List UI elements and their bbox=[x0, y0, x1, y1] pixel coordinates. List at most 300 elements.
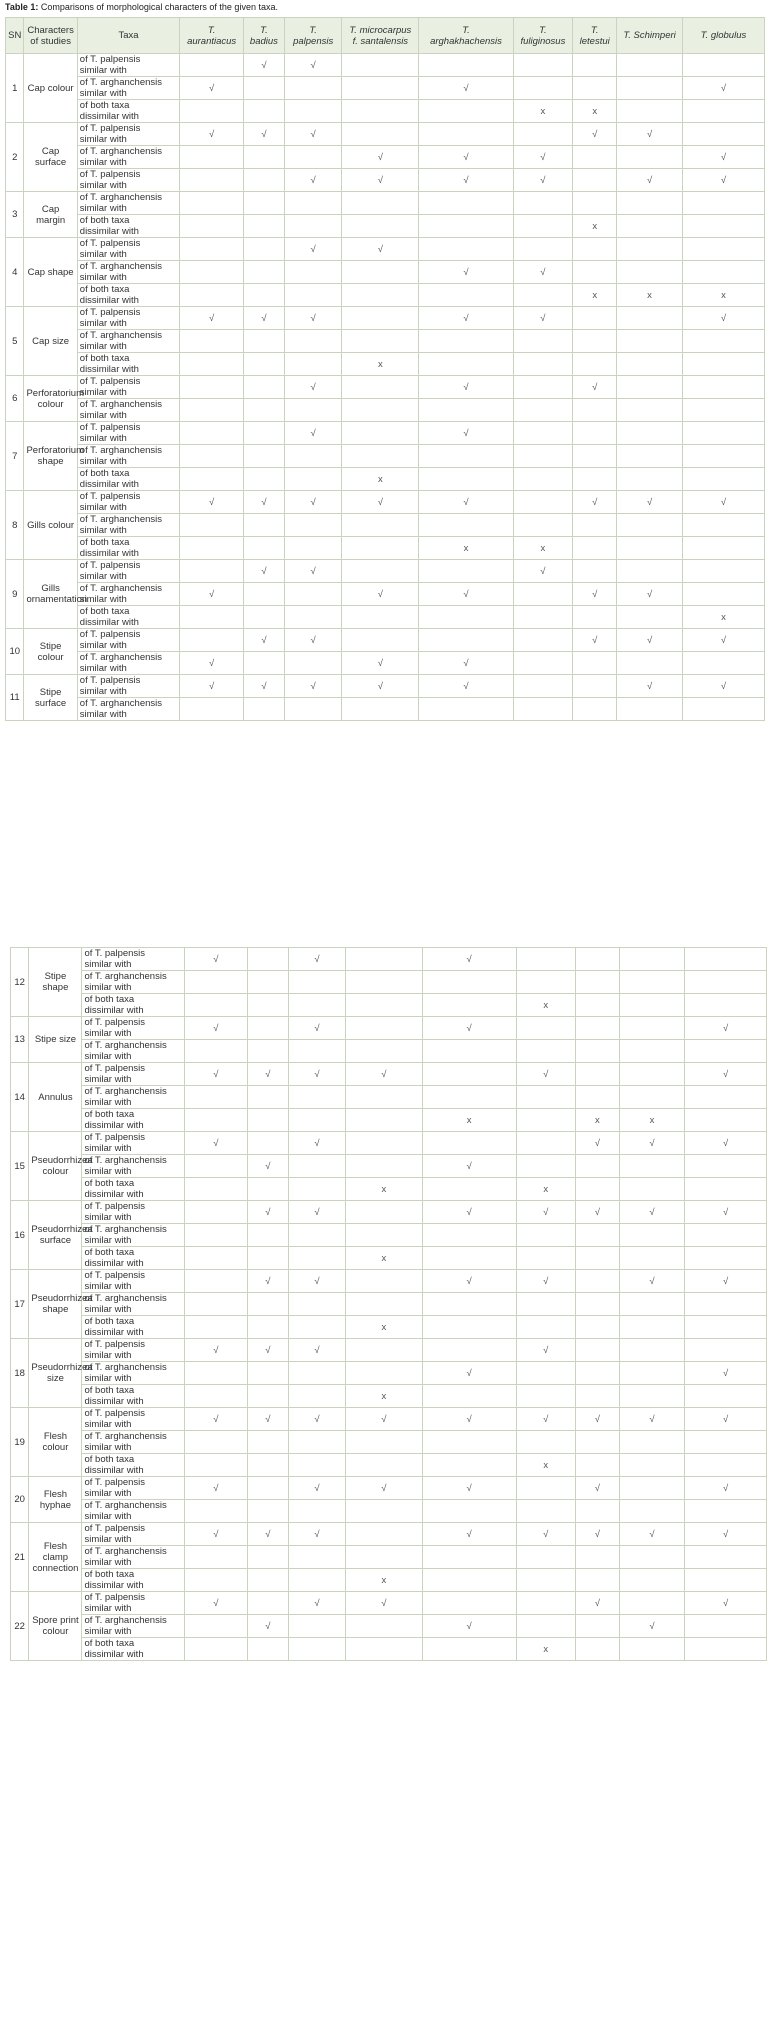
taxa-line: of T. palpensis bbox=[79, 123, 141, 134]
taxa-line: similar with bbox=[84, 1488, 132, 1499]
taxa-line: similar with bbox=[79, 456, 127, 467]
empty-cell bbox=[575, 1155, 619, 1178]
row-taxa bbox=[77, 307, 180, 330]
header-species bbox=[284, 18, 341, 54]
taxa-line: similar with bbox=[79, 663, 127, 674]
species-genus: T. bbox=[462, 24, 470, 36]
empty-cell bbox=[573, 330, 617, 353]
mark-dissimilar: x bbox=[573, 215, 617, 238]
mark-similar: √ bbox=[284, 307, 341, 330]
empty-cell bbox=[516, 1500, 575, 1523]
taxa-line: similar with bbox=[79, 640, 127, 651]
row-character: Stipe size bbox=[29, 1017, 82, 1063]
empty-cell bbox=[243, 146, 284, 169]
empty-cell bbox=[617, 652, 683, 675]
taxa-line: similar with bbox=[84, 1442, 132, 1453]
taxa-line: of T. palpensis bbox=[79, 491, 141, 502]
mark-similar: √ bbox=[617, 629, 683, 652]
empty-cell bbox=[685, 1224, 767, 1247]
empty-cell bbox=[682, 54, 764, 77]
taxa-line: of both taxa bbox=[79, 215, 130, 226]
empty-cell bbox=[685, 1638, 767, 1661]
row-sn: 16 bbox=[11, 1201, 29, 1270]
mark-dissimilar: x bbox=[342, 468, 419, 491]
taxa-line: of T. arghanchensis bbox=[79, 514, 162, 525]
empty-cell bbox=[685, 1454, 767, 1477]
row-character: Flesh clamp connection bbox=[29, 1523, 82, 1592]
species-genus: T. microcarpus bbox=[349, 24, 412, 36]
empty-cell bbox=[573, 77, 617, 100]
mark-similar: √ bbox=[513, 146, 572, 169]
table-row bbox=[6, 192, 765, 215]
taxa-line: of T. arghanchensis bbox=[84, 1362, 167, 1373]
empty-cell bbox=[682, 583, 764, 606]
taxa-line: of T. arghanchensis bbox=[84, 1500, 167, 1511]
taxa-line: dissimilar with bbox=[84, 1258, 144, 1269]
empty-cell bbox=[513, 514, 572, 537]
empty-cell bbox=[243, 514, 284, 537]
empty-cell bbox=[516, 1316, 575, 1339]
mark-dissimilar: x bbox=[682, 606, 764, 629]
header-species bbox=[682, 18, 764, 54]
empty-cell bbox=[342, 307, 419, 330]
table-row bbox=[11, 948, 767, 971]
empty-cell bbox=[419, 353, 513, 376]
empty-cell bbox=[619, 1316, 684, 1339]
empty-cell bbox=[346, 1201, 423, 1224]
empty-cell bbox=[573, 422, 617, 445]
empty-cell bbox=[516, 1592, 575, 1615]
table-row bbox=[11, 1224, 767, 1247]
mark-similar: √ bbox=[184, 1132, 247, 1155]
empty-cell bbox=[685, 994, 767, 1017]
empty-cell bbox=[342, 123, 419, 146]
empty-cell bbox=[284, 399, 341, 422]
taxa-line: similar with bbox=[84, 1051, 132, 1062]
row-taxa bbox=[82, 1385, 184, 1408]
empty-cell bbox=[284, 698, 341, 721]
empty-cell bbox=[422, 1224, 516, 1247]
row-taxa bbox=[82, 1109, 184, 1132]
empty-cell bbox=[419, 330, 513, 353]
header-species bbox=[243, 18, 284, 54]
mark-similar: √ bbox=[573, 491, 617, 514]
empty-cell bbox=[575, 1385, 619, 1408]
empty-cell bbox=[682, 652, 764, 675]
row-taxa bbox=[77, 123, 180, 146]
empty-cell bbox=[180, 261, 244, 284]
mark-similar: √ bbox=[247, 1523, 288, 1546]
empty-cell bbox=[342, 698, 419, 721]
empty-cell bbox=[288, 1247, 345, 1270]
taxa-line: of T. arghanchensis bbox=[79, 192, 162, 203]
mark-similar: √ bbox=[288, 1132, 345, 1155]
mark-similar: √ bbox=[422, 948, 516, 971]
empty-cell bbox=[513, 583, 572, 606]
table-row bbox=[11, 1293, 767, 1316]
empty-cell bbox=[284, 330, 341, 353]
table-header bbox=[6, 18, 765, 54]
mark-similar: √ bbox=[180, 77, 244, 100]
taxa-line: similar with bbox=[84, 1534, 132, 1545]
empty-cell bbox=[184, 1086, 247, 1109]
mark-similar: √ bbox=[617, 169, 683, 192]
row-taxa bbox=[82, 1339, 184, 1362]
table-row bbox=[6, 307, 765, 330]
row-taxa bbox=[77, 54, 180, 77]
empty-cell bbox=[243, 353, 284, 376]
empty-cell bbox=[243, 445, 284, 468]
table-row bbox=[11, 1155, 767, 1178]
table-row bbox=[11, 1339, 767, 1362]
empty-cell bbox=[243, 422, 284, 445]
mark-similar: √ bbox=[422, 1408, 516, 1431]
row-taxa bbox=[82, 1454, 184, 1477]
mark-similar: √ bbox=[342, 491, 419, 514]
empty-cell bbox=[243, 100, 284, 123]
empty-cell bbox=[617, 698, 683, 721]
mark-similar: √ bbox=[284, 123, 341, 146]
empty-cell bbox=[685, 1247, 767, 1270]
comparison-table-part-2 bbox=[10, 947, 767, 1661]
empty-cell bbox=[184, 1247, 247, 1270]
empty-cell bbox=[573, 353, 617, 376]
empty-cell bbox=[575, 1040, 619, 1063]
row-character: Cap size bbox=[24, 307, 77, 376]
empty-cell bbox=[575, 971, 619, 994]
empty-cell bbox=[617, 261, 683, 284]
table-row bbox=[6, 123, 765, 146]
empty-cell bbox=[575, 1339, 619, 1362]
taxa-line: dissimilar with bbox=[84, 1005, 144, 1016]
row-taxa bbox=[77, 77, 180, 100]
empty-cell bbox=[284, 445, 341, 468]
empty-cell bbox=[284, 100, 341, 123]
empty-cell bbox=[247, 1385, 288, 1408]
mark-similar: √ bbox=[419, 583, 513, 606]
empty-cell bbox=[685, 1109, 767, 1132]
empty-cell bbox=[346, 1454, 423, 1477]
row-taxa bbox=[77, 468, 180, 491]
empty-cell bbox=[342, 606, 419, 629]
empty-cell bbox=[180, 560, 244, 583]
row-character: Cap surface bbox=[24, 123, 77, 192]
empty-cell bbox=[682, 353, 764, 376]
mark-similar: √ bbox=[422, 1201, 516, 1224]
table-row bbox=[11, 994, 767, 1017]
empty-cell bbox=[573, 146, 617, 169]
row-character: Perforatorium shape bbox=[24, 422, 77, 491]
table-row bbox=[11, 1109, 767, 1132]
table-row bbox=[11, 1178, 767, 1201]
row-sn: 2 bbox=[6, 123, 24, 192]
mark-similar: √ bbox=[342, 675, 419, 698]
taxa-line: of T. arghanchensis bbox=[84, 1293, 167, 1304]
taxa-line: dissimilar with bbox=[79, 479, 139, 490]
row-character: Cap shape bbox=[24, 238, 77, 307]
row-character: Annulus bbox=[29, 1063, 82, 1132]
table-row bbox=[6, 652, 765, 675]
empty-cell bbox=[243, 698, 284, 721]
mark-similar: √ bbox=[419, 376, 513, 399]
empty-cell bbox=[346, 1017, 423, 1040]
mark-similar: √ bbox=[243, 629, 284, 652]
mark-similar: √ bbox=[342, 652, 419, 675]
mark-similar: √ bbox=[419, 77, 513, 100]
empty-cell bbox=[575, 1362, 619, 1385]
empty-cell bbox=[342, 100, 419, 123]
empty-cell bbox=[422, 1500, 516, 1523]
empty-cell bbox=[516, 1385, 575, 1408]
row-taxa bbox=[82, 1132, 184, 1155]
empty-cell bbox=[288, 1086, 345, 1109]
empty-cell bbox=[513, 238, 572, 261]
empty-cell bbox=[575, 1086, 619, 1109]
taxa-line: of T. palpensis bbox=[84, 1477, 146, 1488]
row-sn: 4 bbox=[6, 238, 24, 307]
empty-cell bbox=[284, 468, 341, 491]
empty-cell bbox=[516, 1132, 575, 1155]
table-row bbox=[6, 169, 765, 192]
empty-cell bbox=[247, 1431, 288, 1454]
empty-cell bbox=[573, 652, 617, 675]
empty-cell bbox=[516, 1086, 575, 1109]
empty-cell bbox=[619, 1178, 684, 1201]
table-row bbox=[11, 1569, 767, 1592]
empty-cell bbox=[422, 1638, 516, 1661]
taxa-line: of T. arghanchensis bbox=[84, 1431, 167, 1442]
row-sn: 10 bbox=[6, 629, 24, 675]
taxa-line: dissimilar with bbox=[79, 617, 139, 628]
mark-similar: √ bbox=[419, 652, 513, 675]
table-row bbox=[6, 422, 765, 445]
empty-cell bbox=[573, 238, 617, 261]
empty-cell bbox=[682, 537, 764, 560]
row-taxa bbox=[82, 1247, 184, 1270]
empty-cell bbox=[685, 1178, 767, 1201]
empty-cell bbox=[619, 1017, 684, 1040]
taxa-line: dissimilar with bbox=[84, 1189, 144, 1200]
empty-cell bbox=[422, 1086, 516, 1109]
mark-similar: √ bbox=[288, 1592, 345, 1615]
row-sn: 19 bbox=[11, 1408, 29, 1477]
row-taxa bbox=[82, 1477, 184, 1500]
mark-similar: √ bbox=[419, 491, 513, 514]
empty-cell bbox=[288, 1500, 345, 1523]
mark-similar: √ bbox=[243, 307, 284, 330]
empty-cell bbox=[422, 971, 516, 994]
empty-cell bbox=[180, 169, 244, 192]
mark-similar: √ bbox=[516, 1201, 575, 1224]
row-character: Gills ornamentation bbox=[24, 560, 77, 629]
empty-cell bbox=[685, 948, 767, 971]
taxa-line: dissimilar with bbox=[84, 1396, 144, 1407]
taxa-line: similar with bbox=[79, 433, 127, 444]
empty-cell bbox=[573, 468, 617, 491]
mark-similar: √ bbox=[685, 1408, 767, 1431]
empty-cell bbox=[619, 1063, 684, 1086]
empty-cell bbox=[284, 353, 341, 376]
empty-cell bbox=[342, 422, 419, 445]
empty-cell bbox=[617, 606, 683, 629]
taxa-line: of both taxa bbox=[79, 353, 130, 364]
taxa-line: similar with bbox=[84, 1419, 132, 1430]
empty-cell bbox=[513, 330, 572, 353]
taxa-line: similar with bbox=[84, 1166, 132, 1177]
empty-cell bbox=[617, 77, 683, 100]
empty-cell bbox=[682, 445, 764, 468]
empty-cell bbox=[685, 1040, 767, 1063]
empty-cell bbox=[516, 1569, 575, 1592]
taxa-line: of T. arghanchensis bbox=[79, 146, 162, 157]
empty-cell bbox=[346, 1155, 423, 1178]
mark-similar: √ bbox=[284, 376, 341, 399]
row-character: Pseudorrhizea size bbox=[29, 1339, 82, 1408]
empty-cell bbox=[288, 1178, 345, 1201]
empty-cell bbox=[284, 284, 341, 307]
row-taxa bbox=[77, 629, 180, 652]
row-taxa bbox=[77, 330, 180, 353]
empty-cell bbox=[180, 537, 244, 560]
row-character: Stipe surface bbox=[24, 675, 77, 721]
taxa-line: of T. arghanchensis bbox=[84, 1615, 167, 1626]
empty-cell bbox=[619, 1385, 684, 1408]
row-sn: 11 bbox=[6, 675, 24, 721]
mark-similar: √ bbox=[180, 307, 244, 330]
taxa-line: dissimilar with bbox=[79, 226, 139, 237]
empty-cell bbox=[513, 77, 572, 100]
taxa-line: of both taxa bbox=[84, 1638, 135, 1649]
taxa-line: of both taxa bbox=[84, 1109, 135, 1120]
species-name: arghakhachensis bbox=[430, 35, 502, 47]
empty-cell bbox=[516, 1109, 575, 1132]
species-genus: T. bbox=[590, 24, 599, 36]
row-taxa bbox=[82, 1293, 184, 1316]
mark-similar: √ bbox=[685, 1523, 767, 1546]
table-row bbox=[6, 583, 765, 606]
empty-cell bbox=[288, 1431, 345, 1454]
species-name: badius bbox=[249, 35, 278, 47]
empty-cell bbox=[573, 169, 617, 192]
table-row bbox=[6, 514, 765, 537]
empty-cell bbox=[284, 77, 341, 100]
taxa-line: of T. arghanchensis bbox=[84, 1224, 167, 1235]
empty-cell bbox=[685, 1316, 767, 1339]
table-row bbox=[6, 215, 765, 238]
taxa-line: dissimilar with bbox=[84, 1465, 144, 1476]
empty-cell bbox=[180, 146, 244, 169]
empty-cell bbox=[516, 1477, 575, 1500]
empty-cell bbox=[180, 54, 244, 77]
empty-cell bbox=[422, 1247, 516, 1270]
empty-cell bbox=[422, 1385, 516, 1408]
empty-cell bbox=[346, 994, 423, 1017]
empty-cell bbox=[575, 1316, 619, 1339]
mark-similar: √ bbox=[247, 1201, 288, 1224]
empty-cell bbox=[243, 606, 284, 629]
empty-cell bbox=[575, 1017, 619, 1040]
row-sn: 22 bbox=[11, 1592, 29, 1661]
empty-cell bbox=[617, 399, 683, 422]
mark-similar: √ bbox=[617, 491, 683, 514]
empty-cell bbox=[682, 422, 764, 445]
taxa-line: of T. palpensis bbox=[84, 1339, 146, 1350]
empty-cell bbox=[513, 123, 572, 146]
empty-cell bbox=[513, 652, 572, 675]
taxa-line: of T. palpensis bbox=[84, 1201, 146, 1212]
empty-cell bbox=[247, 1569, 288, 1592]
empty-cell bbox=[619, 1546, 684, 1569]
empty-cell bbox=[419, 54, 513, 77]
mark-similar: √ bbox=[247, 1270, 288, 1293]
empty-cell bbox=[346, 1293, 423, 1316]
mark-similar: √ bbox=[575, 1132, 619, 1155]
taxa-line: dissimilar with bbox=[79, 295, 139, 306]
mark-similar: √ bbox=[288, 1477, 345, 1500]
table-row bbox=[6, 606, 765, 629]
mark-similar: √ bbox=[180, 123, 244, 146]
taxa-line: similar with bbox=[79, 88, 127, 99]
empty-cell bbox=[575, 1638, 619, 1661]
empty-cell bbox=[247, 1293, 288, 1316]
mark-similar: √ bbox=[288, 1408, 345, 1431]
taxa-line: of both taxa bbox=[84, 1454, 135, 1465]
empty-cell bbox=[575, 1063, 619, 1086]
empty-cell bbox=[575, 1178, 619, 1201]
header-species bbox=[513, 18, 572, 54]
empty-cell bbox=[180, 514, 244, 537]
mark-similar: √ bbox=[573, 629, 617, 652]
mark-dissimilar: x bbox=[573, 100, 617, 123]
taxa-line: of T. arghanchensis bbox=[79, 77, 162, 88]
taxa-line: of T. arghanchensis bbox=[79, 583, 162, 594]
mark-similar: √ bbox=[573, 376, 617, 399]
empty-cell bbox=[288, 1109, 345, 1132]
species-genus: T. bbox=[260, 24, 268, 36]
taxa-line: similar with bbox=[79, 525, 127, 536]
taxa-line: dissimilar with bbox=[79, 548, 139, 559]
empty-cell bbox=[619, 1454, 684, 1477]
empty-cell bbox=[419, 560, 513, 583]
empty-cell bbox=[346, 971, 423, 994]
empty-cell bbox=[346, 1270, 423, 1293]
table-row bbox=[11, 1270, 767, 1293]
mark-similar: √ bbox=[422, 1615, 516, 1638]
empty-cell bbox=[573, 698, 617, 721]
mark-similar: √ bbox=[419, 422, 513, 445]
mark-similar: √ bbox=[284, 629, 341, 652]
mark-similar: √ bbox=[575, 1523, 619, 1546]
empty-cell bbox=[180, 330, 244, 353]
header-species bbox=[342, 18, 419, 54]
empty-cell bbox=[685, 1293, 767, 1316]
taxa-line: similar with bbox=[84, 1097, 132, 1108]
empty-cell bbox=[184, 1454, 247, 1477]
taxa-line: of T. arghanchensis bbox=[79, 698, 162, 709]
taxa-line: of T. arghanchensis bbox=[79, 399, 162, 410]
species-name: f. santalensis bbox=[352, 35, 409, 47]
empty-cell bbox=[573, 54, 617, 77]
mark-similar: √ bbox=[243, 675, 284, 698]
table-row bbox=[11, 1477, 767, 1500]
row-taxa bbox=[82, 948, 184, 971]
taxa-line: of T. arghanchensis bbox=[79, 330, 162, 341]
empty-cell bbox=[247, 1546, 288, 1569]
empty-cell bbox=[419, 468, 513, 491]
row-taxa bbox=[77, 445, 180, 468]
empty-cell bbox=[617, 445, 683, 468]
table-row bbox=[6, 77, 765, 100]
